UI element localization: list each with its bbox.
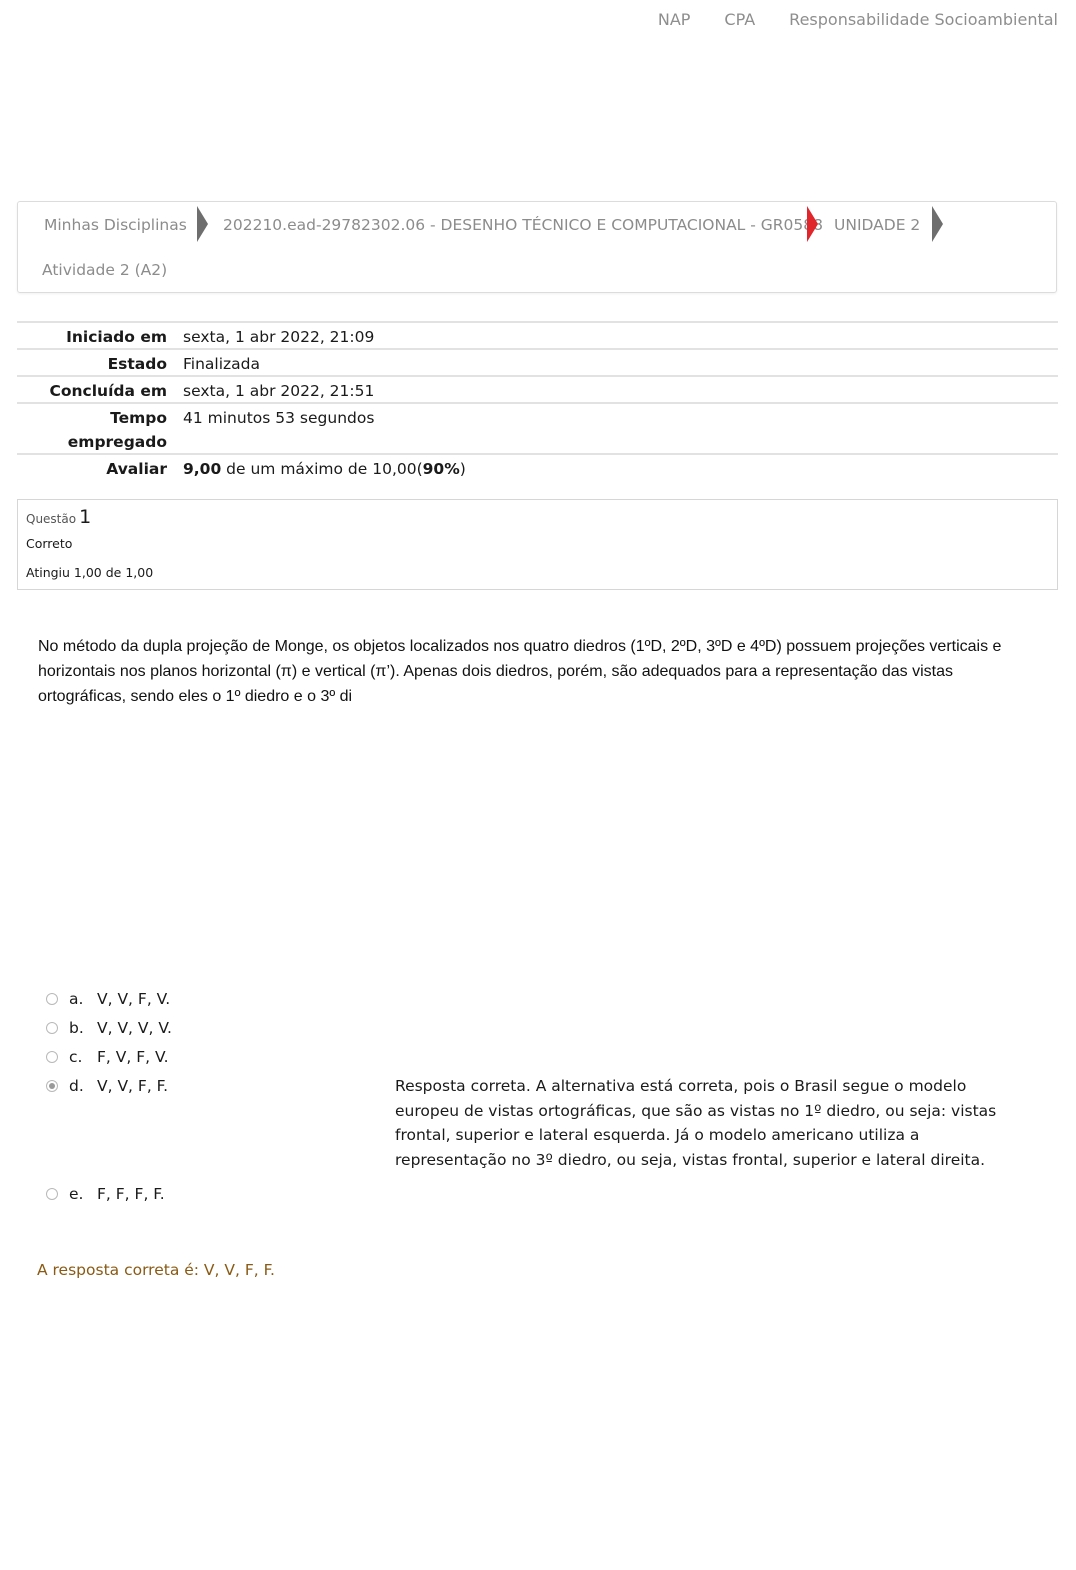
breadcrumb-item-activity[interactable]: Atividade 2 (A2)	[42, 261, 168, 279]
breadcrumb-item-disciplinas[interactable]: Minhas Disciplinas	[44, 216, 187, 234]
nav-link-nap[interactable]: NAP	[657, 10, 691, 29]
nav-link-cpa[interactable]: CPA	[724, 10, 756, 29]
option-letter: e.	[69, 1185, 84, 1203]
summary-label-line: empregado	[67, 433, 167, 451]
breadcrumb-separator-icon	[197, 206, 208, 242]
breadcrumb-item-unit[interactable]: UNIDADE 2	[834, 216, 921, 234]
answer-feedback: Resposta correta. A alternativa está correta, pois o Brasil segue o modelo europeu de vistas ortográficas, que são as vistas no 1º diedro, ou seja: vistas frontal, superior e lateral esquerda. Já o modelo americano utiliza a representação no 3º diedro, ou seja, vistas frontal, superior e lateral direita.	[395, 1077, 997, 1169]
answer-option-e[interactable]	[46, 1185, 165, 1203]
answer-option-d[interactable]	[46, 1077, 168, 1095]
top-nav	[658, 10, 1058, 29]
radio-button[interactable]	[46, 1022, 58, 1034]
grade-max-text: de um máximo de 10,00(	[221, 460, 423, 478]
summary-row-state	[17, 348, 1058, 375]
summary-value: sexta, 1 abr 2022, 21:09	[183, 328, 375, 346]
summary-label: Concluída em	[49, 382, 167, 400]
question-info	[17, 499, 1058, 590]
option-letter: d.	[69, 1077, 84, 1095]
summary-row-completed	[17, 375, 1058, 402]
nav-link-socioambiental[interactable]: Responsabilidade Socioambiental	[789, 10, 1058, 29]
summary-value: 41 minutos 53 segundos	[183, 409, 375, 427]
option-letter: b.	[69, 1019, 84, 1037]
breadcrumb-separator-icon	[932, 206, 943, 242]
right-answer: A resposta correta é: V, V, F, F.	[37, 1261, 275, 1279]
attempt-summary	[17, 321, 1058, 480]
answer-option-a[interactable]	[46, 990, 170, 1008]
question-text: No método da dupla projeção de Monge, os objetos localizados nos quatro diedros (1ºD, 2ºD, 3ºD e 4ºD) possuem projeções verticais e horizontais nos planos horizontal (π) e vertical (π’). Apenas dois diedros, porém, são adequados para a representação das vistas ortográficas, sendo eles o 1º diedro e o 3º di	[38, 638, 1002, 705]
summary-row-time	[17, 402, 1058, 453]
option-text: V, V, V, V.	[97, 1019, 172, 1037]
answer-option-b[interactable]	[46, 1019, 172, 1037]
grade-score: 9,00	[183, 460, 222, 478]
question-number-value: 1	[79, 506, 92, 528]
option-text: V, V, F, F.	[97, 1077, 169, 1095]
question-state: Correto	[26, 536, 73, 551]
summary-label: Avaliar	[106, 460, 167, 478]
radio-button[interactable]	[46, 1051, 58, 1063]
summary-value: Finalizada	[183, 355, 261, 373]
breadcrumb-item-course[interactable]: 202210.ead-29782302.06 - DESENHO TÉCNICO E COMPUTACIONAL - GR0588	[223, 216, 823, 234]
radio-button[interactable]	[46, 993, 58, 1005]
question-number	[26, 506, 91, 528]
grade-percent: 90%	[422, 460, 460, 478]
summary-label: Iniciado em	[66, 328, 167, 346]
summary-value	[167, 455, 466, 480]
question-label: Questão	[26, 512, 77, 526]
option-text: F, F, F, F.	[97, 1185, 165, 1203]
summary-row-grade	[17, 453, 1058, 480]
breadcrumb	[17, 201, 1057, 293]
answer-option-c[interactable]	[46, 1048, 169, 1066]
option-letter: a.	[69, 990, 84, 1008]
summary-label-line: Tempo	[110, 409, 167, 427]
summary-label: Estado	[107, 355, 167, 373]
option-text: V, V, F, V.	[97, 990, 171, 1008]
option-text: F, V, F, V.	[97, 1048, 169, 1066]
breadcrumb-separator-icon	[807, 206, 818, 242]
question-grade: Atingiu 1,00 de 1,00	[26, 565, 154, 580]
summary-label	[17, 404, 167, 453]
grade-end-text: )	[459, 460, 466, 478]
option-letter: c.	[69, 1048, 83, 1066]
radio-button[interactable]	[46, 1188, 58, 1200]
radio-button-checked[interactable]	[46, 1080, 58, 1092]
summary-value: sexta, 1 abr 2022, 21:51	[183, 382, 375, 400]
summary-row-started	[17, 321, 1058, 348]
